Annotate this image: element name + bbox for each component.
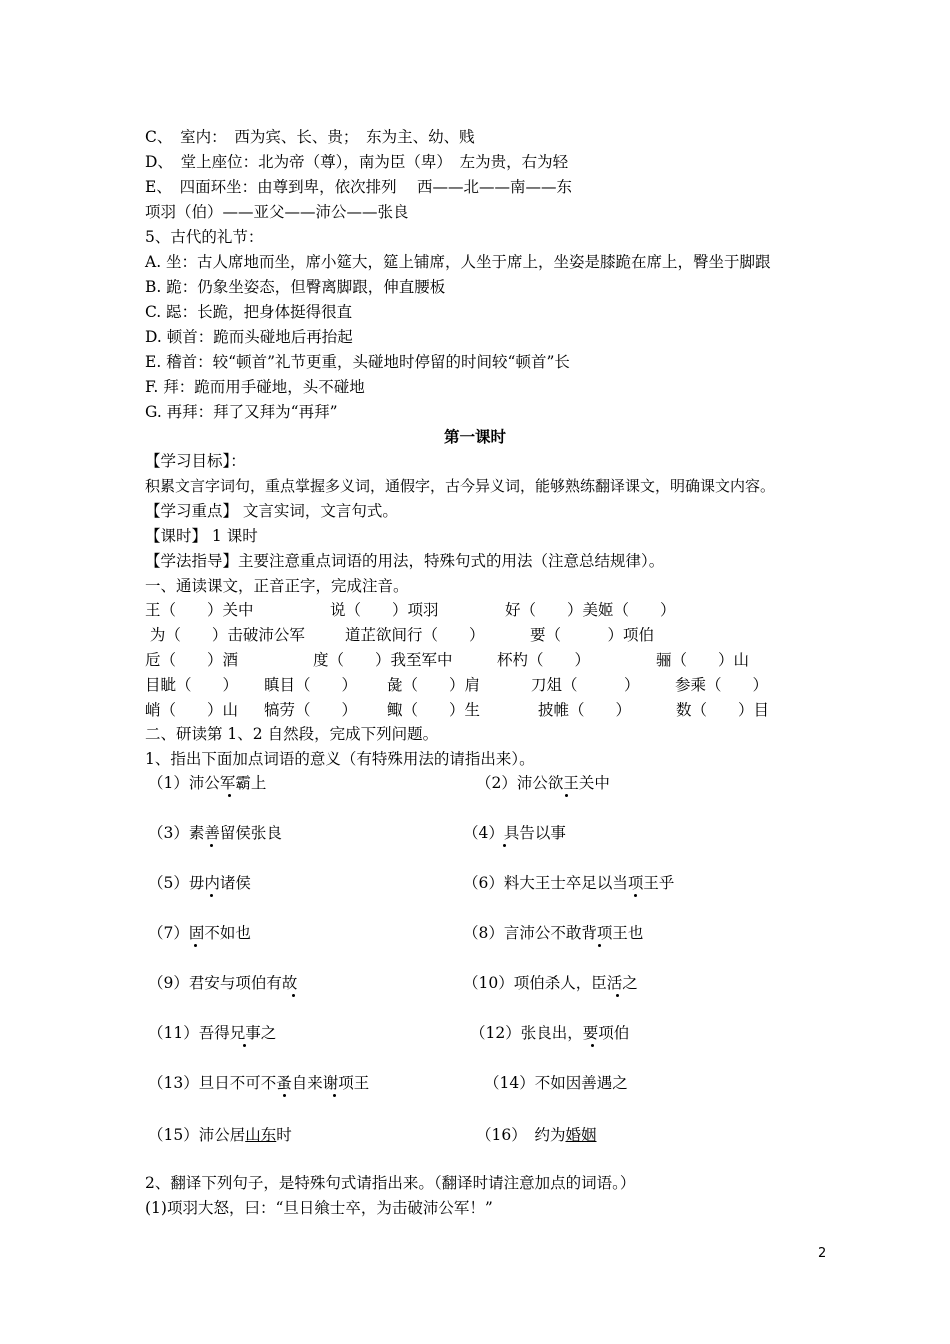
item-right: （4）具告以事 <box>463 824 566 842</box>
underlined-word: 山东 <box>245 1126 277 1144</box>
text-line: 【学法指导】主要注意重点词语的用法，特殊句式的用法（注意总结规律）。 <box>145 552 665 570</box>
item-left: （5）毋内诸侯 <box>148 874 251 892</box>
emphasis-dot <box>616 994 619 997</box>
text-line: 1、指出下面加点词语的意义（有特殊用法的请指出来）。 <box>145 750 535 768</box>
pinyin-cell: 目眦（ ） <box>145 676 239 694</box>
item-right: （8）言沛公不敢背项王也 <box>463 924 644 942</box>
pinyin-cell: 骊（ ）山 <box>656 651 750 669</box>
pinyin-cell: 要（ ）项伯 <box>530 626 655 644</box>
item-left: （11）吾得兄事之 <box>148 1024 277 1042</box>
item-left: （7）固不如也 <box>148 924 251 942</box>
pinyin-cell: 披帷（ ） <box>538 701 632 719</box>
pinyin-cell: 杯杓（ ） <box>497 651 591 669</box>
text-line: 【课时】 1 课时 <box>145 527 258 545</box>
pinyin-cell: 说（ ）项羽 <box>330 601 439 619</box>
emphasis-dot <box>634 894 637 897</box>
text-line: D、 堂上座位：北为帝（尊），南为臣（卑） 左为贵，右为轻 <box>145 153 569 171</box>
pinyin-cell: 卮（ ）酒 <box>145 651 239 669</box>
text-line: 项羽（伯）——亚父——沛公——张良 <box>145 203 409 221</box>
emphasis-dot <box>292 994 295 997</box>
item-left: （1）沛公军霸上 <box>148 774 267 792</box>
emphasis-dot <box>243 1044 246 1047</box>
text-line: E、 四面环坐：由尊到卑，依次排列 西——北——南——东 <box>145 178 572 196</box>
pinyin-cell: 参乘（ ） <box>675 676 769 694</box>
underlined-word: 婚姻 <box>565 1126 597 1144</box>
text-line: 一、通读课文，正音正字，完成注音。 <box>145 577 409 595</box>
emphasis-dot <box>210 894 213 897</box>
text-line: D. 顿首：跪而头碰地后再抬起 <box>145 328 353 346</box>
text-line: G. 再拜：拜了又拜为“再拜” <box>145 403 338 421</box>
page-number: 2 <box>818 1246 827 1261</box>
emphasis-dot <box>591 1044 594 1047</box>
emphasis-dot <box>565 794 568 797</box>
pinyin-cell: 瞋目（ ） <box>264 676 358 694</box>
text-line: 【学习目标】： <box>145 452 246 470</box>
item-right: （14）不如因善遇之 <box>484 1074 628 1092</box>
item-text: （15）沛公居 <box>148 1126 246 1144</box>
pinyin-cell: 彘（ ）肩 <box>387 676 481 694</box>
emphasis-dot <box>283 1094 286 1097</box>
pinyin-cell: 刀俎（ ） <box>531 676 640 694</box>
item-left: （9）君安与项伯有故 <box>148 974 298 992</box>
pinyin-cell: 犒劳（ ） <box>264 701 358 719</box>
emphasis-dot <box>194 944 197 947</box>
emphasis-dot <box>228 794 231 797</box>
text-line: 5、古代的礼节： <box>145 228 264 246</box>
item-right <box>476 1124 597 1146</box>
pinyin-cell: 道芷欲间行（ ） <box>345 626 485 644</box>
item-right: （2）沛公欲王关中 <box>476 774 610 792</box>
text-line: 【学习重点】 文言实词，文言句式。 <box>145 502 398 520</box>
pinyin-cell: 峭（ ）山 <box>145 701 239 719</box>
text-line: B. 跪：仍象坐姿态，但臀离脚跟，伸直腰板 <box>145 278 446 296</box>
item-right: （12）张良出，要项伯 <box>470 1024 630 1042</box>
text-line: (1)项羽大怒，曰：“旦日飨士卒，为击破沛公军！” <box>145 1199 493 1217</box>
emphasis-dot <box>598 944 601 947</box>
pinyin-cell: 度（ ）我至军中 <box>313 651 453 669</box>
pinyin-cell: 王（ ）关中 <box>145 601 254 619</box>
text-line: C、 室内： 西为宾、长、贵； 东为主、幼、贱 <box>145 128 475 146</box>
pinyin-cell: 数（ ）目 <box>676 701 770 719</box>
section-title: 第一课时 <box>443 427 506 446</box>
emphasis-dot <box>333 1094 336 1097</box>
item-left: （13）旦日不可不蚤自来谢项王 <box>148 1074 370 1092</box>
emphasis-dot <box>503 844 506 847</box>
text-line: A. 坐：古人席地而坐，席小筵大，筵上铺席，人坐于席上，坐姿是膝跪在席上，臀坐于脚跟 <box>145 253 771 271</box>
item-left: （3）素善留侯张良 <box>148 824 282 842</box>
text-line: 二、研读第 1、2 自然段，完成下列问题。 <box>145 725 439 743</box>
text-line: 积累文言字词句，重点掌握多义词，通假字，古今异义词，能够熟练翻译课文，明确课文内容。 <box>145 477 776 495</box>
item-right: （10）项伯杀人，臣活之 <box>463 974 638 992</box>
text-line: 2、翻译下列句子，是特殊句式请指出来。（翻译时请注意加点的词语。） <box>145 1174 636 1192</box>
text-line: C. 跽：长跪，把身体挺得很直 <box>145 303 353 321</box>
item-left <box>148 1124 292 1146</box>
pinyin-cell: 好（ ）美姬（ ） <box>505 601 676 619</box>
item-text: 时 <box>276 1126 292 1144</box>
pinyin-cell: 鲰（ ）生 <box>387 701 481 719</box>
item-right: （6）料大王士卒足以当项王乎 <box>463 874 675 892</box>
pinyin-cell: 为（ ）击破沛公军 <box>145 626 305 644</box>
emphasis-dot <box>210 844 213 847</box>
text-line: F. 拜：跪而用手碰地，头不碰地 <box>145 378 365 396</box>
text-line: E. 稽首：较“顿首”礼节更重，头碰地时停留的时间较“顿首”长 <box>145 353 570 371</box>
item-text: （16） 约为 <box>476 1126 566 1144</box>
